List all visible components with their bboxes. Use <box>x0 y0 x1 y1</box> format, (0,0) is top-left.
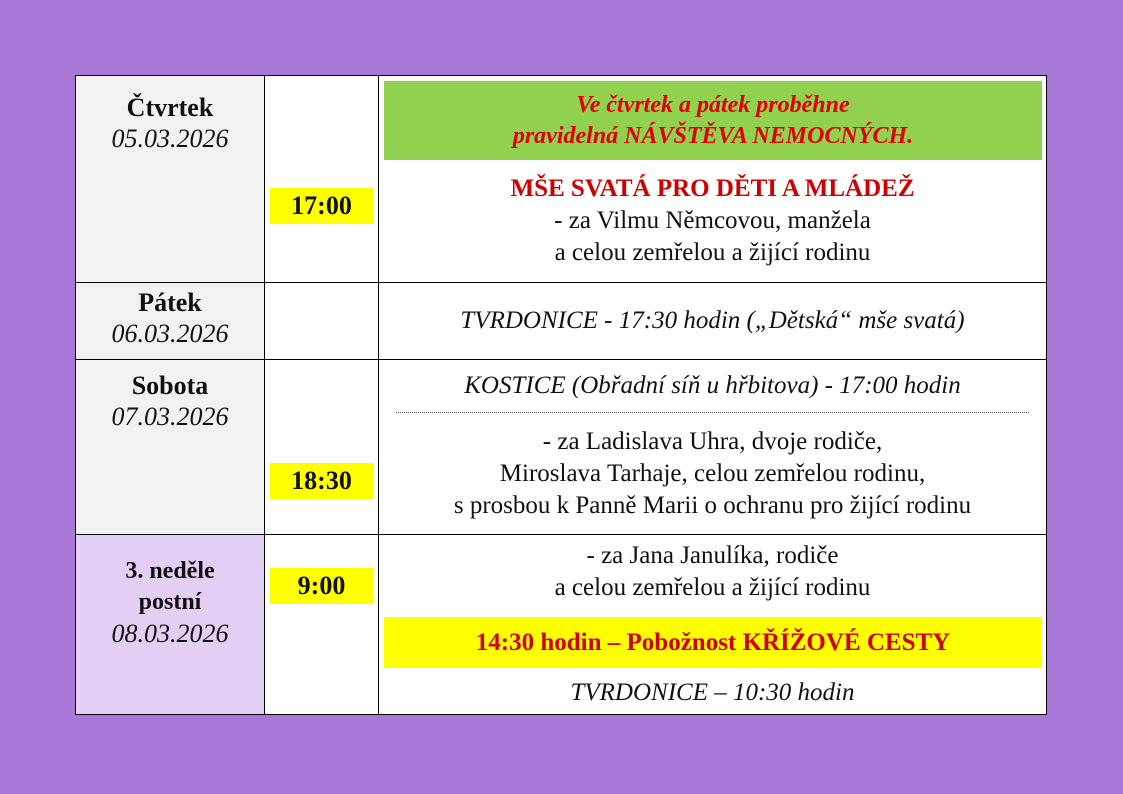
divider <box>396 412 1029 413</box>
day-name: Pátek <box>138 288 202 317</box>
day-name: Sobota <box>131 371 209 400</box>
time-badge: 18:30 <box>270 463 373 499</box>
time-badge: 9:00 <box>270 568 373 604</box>
notice-banner <box>384 81 1042 160</box>
content-cell <box>379 76 1046 282</box>
day-cell <box>76 283 265 359</box>
day-name: 3. neděle <box>125 558 215 584</box>
day-cell <box>76 535 265 714</box>
mass-title: MŠE SVATÁ PRO DĚTI A MLÁDEŽ <box>510 175 915 202</box>
intention-line: - za Vilmu Němcovou, manžela <box>554 207 871 234</box>
date-label: 07.03.2026 <box>111 402 229 431</box>
day-name: Čtvrtek <box>126 93 214 122</box>
table-row-saturday <box>76 360 1046 535</box>
notice-line: pravidelná NÁVŠTĚVA NEMOCNÝCH. <box>512 123 914 149</box>
day-name: postní <box>138 589 202 615</box>
intention-line: a celou zemřelou a žijící rodinu <box>554 574 871 601</box>
day-cell <box>76 76 265 282</box>
intention-line: - za Ladislava Uhra, dvoje rodiče, <box>542 428 883 455</box>
intention-line: Miroslava Tarhaje, celou zemřelou rodinu, <box>499 460 926 487</box>
tvrdonice-note: TVRDONICE – 10:30 hodin <box>570 679 855 706</box>
table-row-sunday <box>76 535 1046 714</box>
content-cell <box>379 283 1046 359</box>
notice-line: Ve čtvrtek a pátek proběhne <box>576 92 850 118</box>
time-badge: 17:00 <box>270 188 373 224</box>
date-label: 08.03.2026 <box>111 619 229 648</box>
intention-line: s prosbou k Panně Marii o ochranu pro žijící rodinu <box>453 492 972 519</box>
time-cell <box>265 76 379 282</box>
content-cell <box>379 535 1046 714</box>
date-label: 05.03.2026 <box>111 124 229 153</box>
table-row-thursday <box>76 76 1046 283</box>
day-cell <box>76 360 265 534</box>
schedule-table <box>75 75 1047 715</box>
table-row-friday <box>76 283 1046 360</box>
stations-of-cross-banner: 14:30 hodin – Pobožnost KŘÍŽOVÉ CESTY <box>384 617 1042 668</box>
tvrdonice-note: TVRDONICE - 17:30 hodin („Dětská“ mše svatá) <box>460 307 965 334</box>
time-cell <box>265 283 379 359</box>
content-cell <box>379 360 1046 534</box>
kostice-note: KOSTICE (Obřadní síň u hřbitova) - 17:00 hodin <box>464 372 961 399</box>
date-label: 06.03.2026 <box>111 319 229 348</box>
intention-line: - za Jana Janulíka, rodiče <box>586 542 839 569</box>
intention-line: a celou zemřelou a žijící rodinu <box>554 239 871 266</box>
time-cell <box>265 535 379 714</box>
time-cell <box>265 360 379 534</box>
